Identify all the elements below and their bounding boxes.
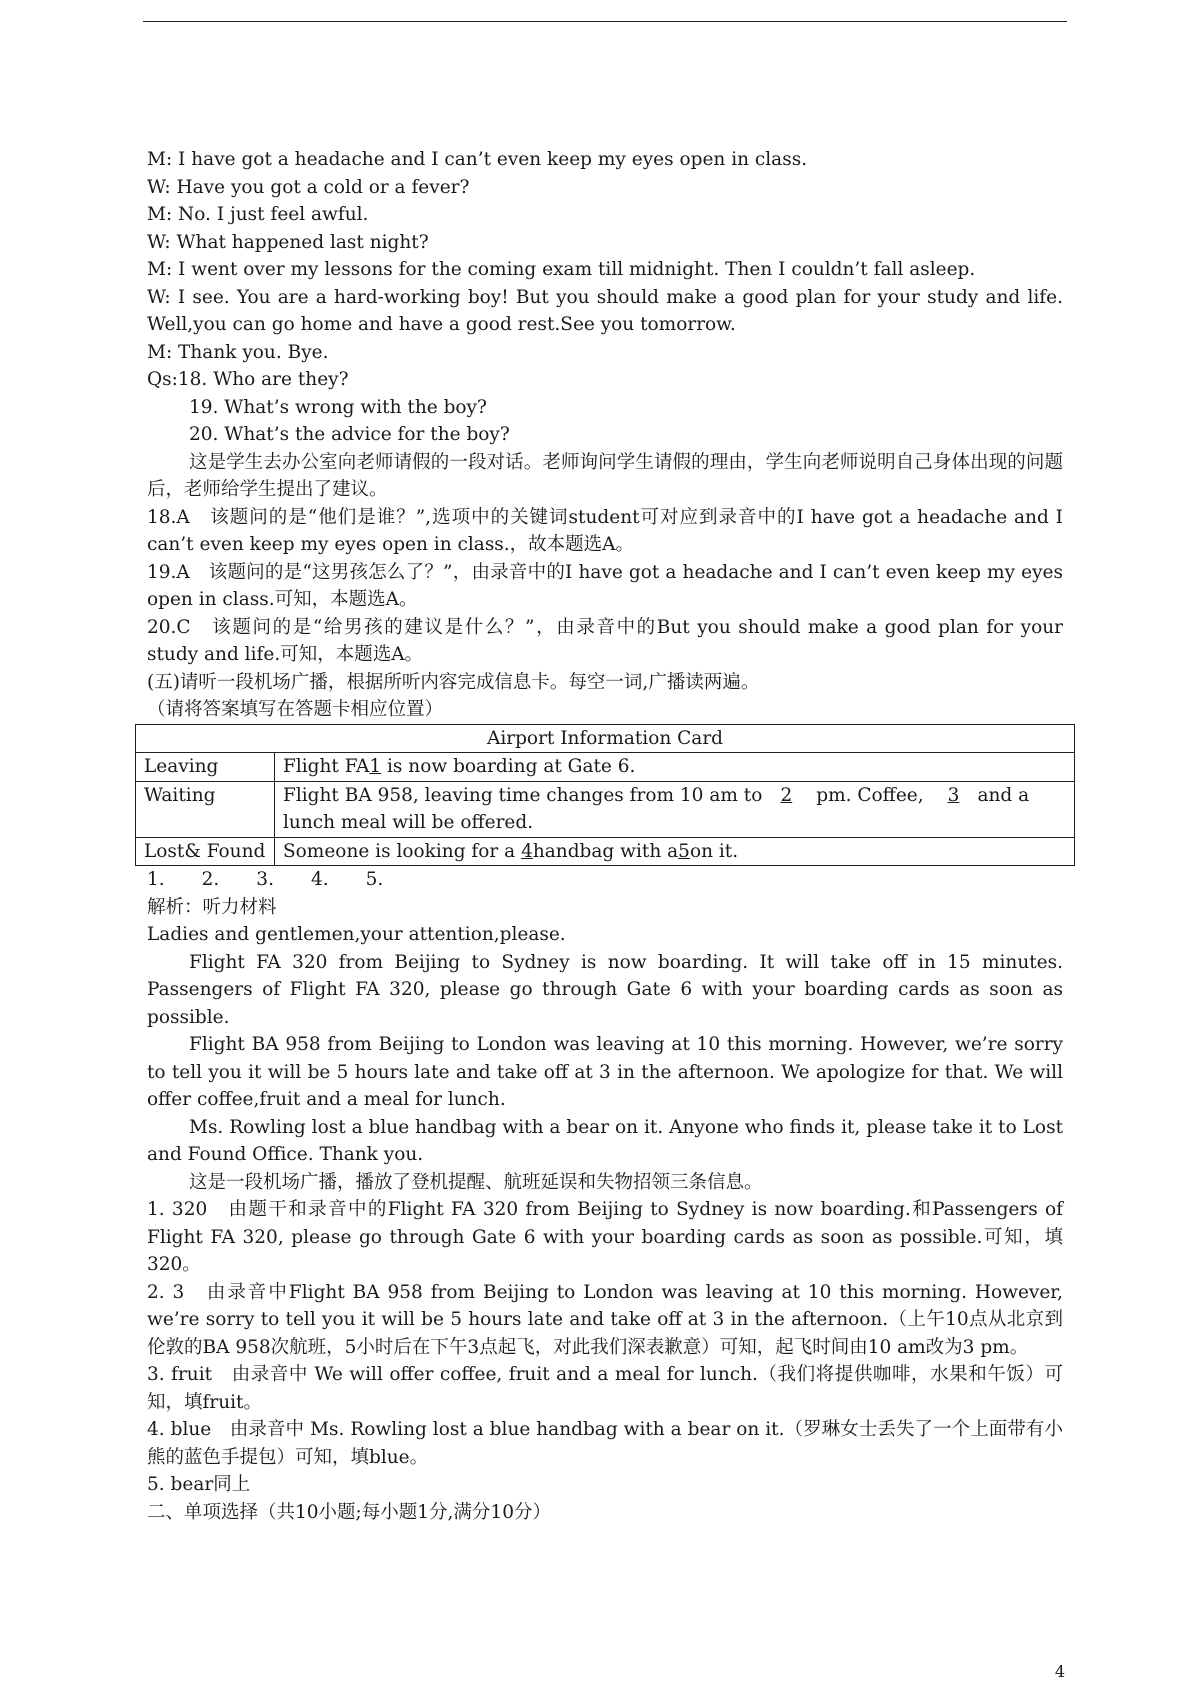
row-label: Waiting: [136, 781, 275, 837]
section-2-heading: 二、单项选择（共10小题;每小题1分,满分10分）: [147, 1501, 551, 1523]
row-label: Lost& Found: [136, 837, 275, 866]
answer-slots: 1. 2. 3. 4. 5.: [147, 869, 384, 890]
dialogue-line: W: Have you got a cold or a fever?: [147, 176, 470, 198]
blank-3[interactable]: 3: [947, 784, 960, 806]
row-text: Flight FA: [283, 756, 370, 777]
question-18: Qs:18. Who are they?: [147, 369, 349, 390]
row-text: Someone is looking for a: [283, 840, 522, 862]
row-text: is now boarding at Gate 6.: [381, 756, 636, 777]
analysis-label: 解析：听力材料: [147, 896, 277, 918]
document-body: [144, 146, 1069, 1526]
card-row-lost-found: [136, 837, 1075, 866]
card-row-leaving: [136, 753, 1075, 782]
section-5-heading: (五)请听一段机场广播，根据所听内容完成信息卡。每空一词,广播读两遍。: [147, 671, 760, 693]
question-19: 19. What’s wrong with the boy?: [189, 396, 487, 418]
row-content: [275, 837, 1075, 866]
analysis-summary: 这是学生去办公室向老师请假的一段对话。老师询问学生请假的理由，学生向老师说明自己身体出现的问题后，老师给学生提出了建议。: [147, 451, 1063, 500]
question-20: 20. What’s the advice for the boy?: [189, 424, 510, 445]
header-rule: [143, 21, 1067, 22]
page-number: 4: [1054, 1662, 1065, 1681]
card-row-waiting: [136, 781, 1075, 837]
row-label: Leaving: [136, 753, 275, 782]
broadcast-paragraph: Flight BA 958 from Beijing to London was leaving at 10 this morning. However, we’re sorry to tell you it will be 5 hours late and take off at 3 in the afternoon. We apologize for that. We will offer coffee,fruit and a meal for lunch.: [147, 1034, 1069, 1110]
row-text: and a lunch meal will be offered.: [283, 784, 1030, 833]
row-text: pm. Coffee,: [810, 784, 930, 806]
dialogue-line: M: I have got a headache and I can’t even keep my eyes open in class.: [147, 149, 808, 170]
broadcast-summary: 这是一段机场广播，播放了登机提醒、航班延误和失物招领三条信息。: [189, 1171, 763, 1193]
card-title: Airport Information Card: [136, 724, 1075, 753]
analysis-answer-5: 5. bear同上: [147, 1474, 251, 1495]
dialogue-line: M: No. I just feel awful.: [147, 204, 369, 225]
blank-4[interactable]: 4: [521, 840, 533, 862]
row-text: Flight BA 958, leaving time changes from 10 am to: [283, 784, 763, 806]
section-5-note: （请将答案填写在答题卡相应位置）: [147, 699, 444, 720]
broadcast-paragraph: Flight FA 320 from Beijing to Sydney is now boarding. It will take off in 15 minutes. Passengers of Flight FA 320, please go through Gate 6 with your boarding cards as soon as possible.: [147, 951, 1069, 1028]
airport-information-card: [135, 724, 1075, 867]
analysis-answer-1: 1. 320 由题干和录音中的Flight FA 320 from Beijing to Sydney is now boarding.和Passengers of Flight FA 320, please go through Gate 6 with your boarding cards as soon as possible.可知，填320。: [147, 1199, 1069, 1275]
analysis-answer-19: 19.A 该题问的是“这男孩怎么了？”，由录音中的I have got a headache and I can’t even keep my eyes open in class.可知，本题选A。: [147, 561, 1069, 610]
analysis-answer-4: 4. blue 由录音中 Ms. Rowling lost a blue handbag with a bear on it.（罗琳女士丢失了一个上面带有小熊的蓝色手提包）可知，填blue。: [147, 1419, 1063, 1468]
dialogue-line: W: I see. You are a hard-working boy! But you should make a good plan for your study and life. Well,you can go home and have a good rest.See you tomorrow.: [147, 286, 1069, 335]
dialogue-line: M: I went over my lessons for the coming exam till midnight. Then I couldn’t fall asleep.: [147, 259, 976, 280]
blank-5[interactable]: 5: [678, 840, 690, 862]
dialogue-line: W: What happened last night?: [147, 231, 429, 253]
row-content: [275, 781, 1075, 837]
blank-1[interactable]: 1: [369, 756, 382, 777]
row-content: [275, 753, 1075, 782]
broadcast-paragraph: Ms. Rowling lost a blue handbag with a bear on it. Anyone who finds it, please take it to Lost and Found Office. Thank you.: [147, 1116, 1069, 1165]
row-text: handbag with a: [532, 840, 679, 862]
blank-2[interactable]: 2: [780, 784, 793, 806]
dialogue-line: M: Thank you. Bye.: [147, 341, 329, 363]
analysis-answer-3: 3. fruit 由录音中 We will offer coffee, fruit and a meal for lunch.（我们将提供咖啡，水果和午饭）可知，填fruit。: [147, 1364, 1063, 1413]
analysis-answer-20: 20.C 该题问的是“给男孩的建议是什么？”，由录音中的But you should make a good plan for your study and life.可知，本题选A。: [147, 616, 1069, 665]
broadcast-greeting: Ladies and gentlemen,your attention,please.: [147, 924, 566, 945]
analysis-answer-18: 18.A 该题问的是“他们是谁？”,选项中的关键词student可对应到录音中的I have got a headache and I can’t even keep my eyes open in class.，故本题选A。: [147, 506, 1069, 555]
row-text: on it.: [689, 840, 739, 862]
analysis-answer-2: 2. 3 由录音中Flight BA 958 from Beijing to London was leaving at 10 this morning. However, we’re sorry to tell you it will be 5 hours late and take off at 3 in the afternoon.（上午10点从北京到伦敦的BA 958次航班，5小时后在下午3点起飞，对此我们深表歉意）可知，起飞时间由10 am改为3 pm。: [147, 1281, 1069, 1358]
